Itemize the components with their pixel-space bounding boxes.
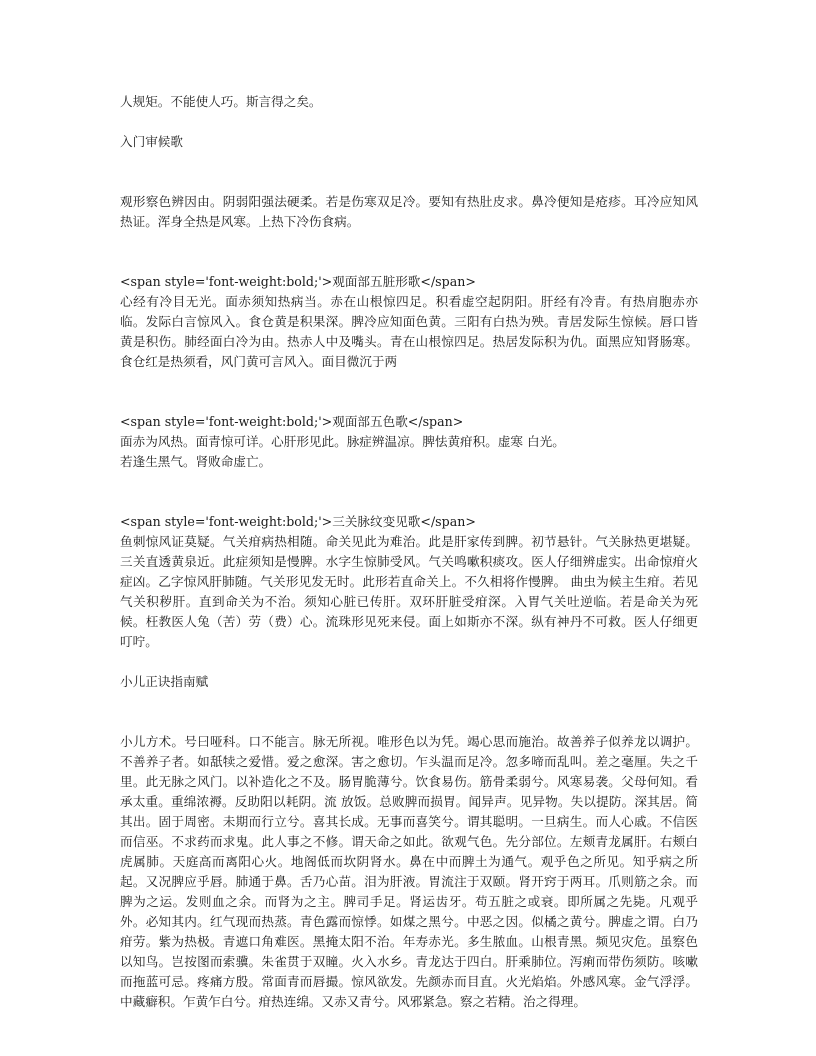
section-title-rumen: 入门审候歌 <box>120 134 183 149</box>
section-title-zhinan: 小儿正诀指南赋 <box>120 674 209 689</box>
section-line-wuse-2: 若逢生黑气。肾败命虚亡。 <box>120 454 272 469</box>
section-body-sanguan: 鱼刺惊风证莫疑。气关疳病热相随。命关见此为难治。此是肝家传到脾。初节悬针。气关脉热更堪疑。三关直透黄泉近。此症须知是慢脾。水字生惊肺受风。气关鸣嗽积痰攻。医人仔细辨虚实。出命惊疳火症凶。乙字惊风肝肺随。气关形见发无时。此形若直命关上。不久相将作慢脾。 曲虫为候主生疳。若见气关积秽肝。直到命关为不治。须知心脏已传肝。双环肝脏受疳深。入胃气关吐逆临。若是命关为死候。枉教医人兔（苦）劳（费）心。流珠形见死来侵。面上如斯亦不深。纵有神丹不可救。医人仔细更叮咛。 <box>120 534 698 649</box>
section-body-wuzang: 心经有冷目无光。面赤须知热病当。赤在山根惊四足。积看虚空起阴阳。肝经有冷青。有热肩胞赤亦临。发际白言惊风入。食仓黄是积果深。脾冷应知面色黄。三阳有白热为殃。青居发际生惊候。唇口皆黄是积伤。肺经面白冷为由。热赤人中及嘴头。青在山根惊四足。热居发际积为仇。面黑应知肾肠寒。食仓红是热须看，风门黄可言风入。面目微沉于两 <box>120 294 698 369</box>
section-header-wuzang: <span style='font-weight:bold;'>观面部五脏形歌</span> <box>120 274 476 289</box>
section-line-wuse-1: 面赤为风热。面青惊可详。心肝形见此。脉症辨温凉。脾怯黄疳积。虚寒 白光。 <box>120 434 565 449</box>
section-body-zhinan: 小儿方术。号曰哑科。口不能言。脉无所视。唯形色以为凭。竭心思而施治。故善养子似养龙以调护。不善养子者。如舐犊之爱惜。爱之愈深。害之愈切。乍头温而足冷。忽多啼而乱叫。差之毫厘。失之千里。此无脉之风门。以补造化之不及。肠胃脆薄兮。饮食易伤。筋骨柔弱兮。风寒易袭。父母何知。看承太重。重绵浓褥。反助阳以耗阴。流 放饭。总败脾而损胃。闻异声。见异物。失以提防。深其居。简其出。固于周密。未期而行立兮。喜其长成。无事而喜笑兮。谓其聪明。一旦病生。而人心戚。不信医而信巫。不求药而求鬼。此人事之不修。谓天命之如此。欲观气色。先分部位。左颊青龙属肝。右颊白虎属肺。天庭高而离阳心火。地阁低而坎阴肾水。鼻在中而脾土为通气。观乎色之所见。知乎病之所起。又况脾应乎唇。肺通于鼻。舌乃心苗。泪为肝液。胃流注于双颐。肾开窍于两耳。爪则筋之余。而脾为之运。发则血之余。而肾为之主。脾司手足。肾运齿牙。苟五脏之或衰。即所属之先毙。凡观乎外。必知其内。红气现而热蒸。青色露而惊悸。如煤之黑兮。中恶之因。似橘之黄兮。脾虚之谓。白乃疳劳。紫为热极。青遮口角难医。黑掩太阳不治。年寿赤光。多生脓血。山根青黑。频见灾危。虽察色以知鸟。岂按图而索骥。朱雀贯于双瞳。火入水乡。青龙达于四白。肝乘肺位。泻痢而带伤须防。咳嗽而拖蓝可忌。疼痛方殷。常面青而唇撮。惊风欲发。先颜赤而目直。火光焰焰。外感风寒。金气浮浮。中藏癖积。乍黄乍白兮。疳热连绵。又赤又青兮。风邪紧急。察之若精。治之得理。 <box>120 734 698 1009</box>
section-header-wuse: <span style='font-weight:bold;'>观面部五色歌</span> <box>120 414 464 429</box>
section-header-sanguan: <span style='font-weight:bold;'>三关脉纹变见歌</span> <box>120 514 476 529</box>
section-body-rumen: 观形察色辨因由。阴弱阳强法硬柔。若是伤寒双足冷。要知有热肚皮求。鼻冷便知是疮疹。耳冷应知风热证。浑身全热是风寒。上热下冷伤食病。 <box>120 194 698 229</box>
document-page <box>120 92 698 1012</box>
intro-line: 人规矩。不能使人巧。斯言得之矣。 <box>120 94 322 109</box>
